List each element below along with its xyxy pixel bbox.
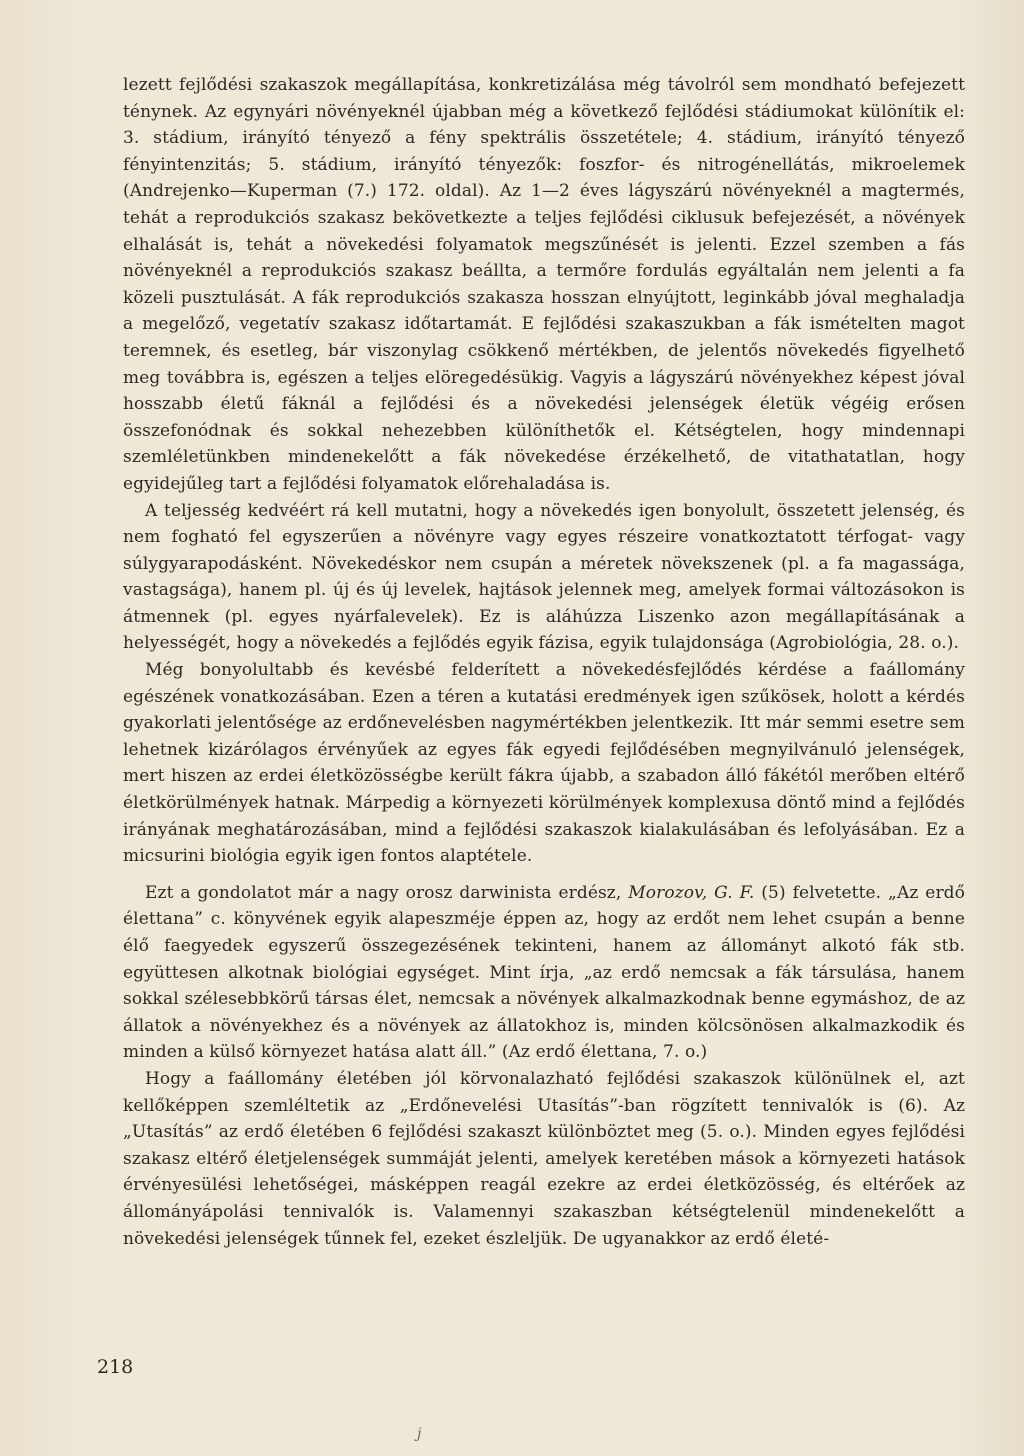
paragraph-4-rest: (5) felvetette. „Az erdő élettana” c. könyvének egyik alapeszméje éppen az, hogy az erdőt nem lehet csupán a benne élő faegyedek egyszerű összegezésének tekinteni, hanem az állományt alkotó fák stb. együttesen alkotnak biológiai egységet. Mint írja, „az erdő nemcsak a fák társulása, hanem sokkal szélesebbkörű társas élet, nemcsak a növények alkalmazkodnak benne egymáshoz, de az állatok a növényekhez és a növények az állatokhoz is, minden kölcsönösen alkalmazkodik és minden a külső környezet hatása alatt áll.” (Az erdő élettana, 7. o.) [123, 882, 966, 1063]
paragraph-3: Még bonyolultabb és kevésbé felderített a növekedésfejlődés kérdése a faállomány egészének vonatkozásában. Ezen a téren a kutatási eredmények igen szűkösek, holott a kérdés gyakorlati jelentősége az erdőnevelésben nagymértékben jelentkezik. Itt már semmi esetre sem lehetnek kizárólagos érvényűek az egyes fák egyedi fejlődésében megnyilvánuló jelenségek, mert hiszen az erdei életközösségbe került fákra újabb, a szabadon álló fákétól merőben eltérő életkörülmények hatnak. Márpedig a környezeti körülmények komplexusa döntő mind a fejlődés irányának meghatározásában, mind a fejlődési szakaszok kialakulásában és lefolyásában. Ez a micsurini biológia egyik igen fontos alaptétele. [123, 660, 965, 867]
paragraph-1: lezett fejlődési szakaszok megállapítása, konkretizálása még távolról sem mondható befejezett ténynek. Az egynyári növényeknél újabban még a következő fejlődési stádiumokat különítik el: 3. stádium, irányító tényező a fény spektrális összetétele; 4. stádium, irányító tényező fényintenzitás; 5. stádium, irányító tényezők: foszfor- és nitrogénellátás, mikroelemek (Andrejenko—Kuperman (7.) 172. oldal). Az 1—2 éves lágyszárú növényeknél a magtermés, tehát a reprodukciós szakasz bekövetkezte a teljes fejlődési ciklusuk befejezését, a növények elhalását is, tehát a növekedési folyamatok megszűnését is jelenti. Ezzel szemben a fás növényeknél a reprodukciós szakasz beállta, a termőre fordulás egyáltalán nem jelenti a fa közeli pusztulását. A fák reprodukciós szakasza hosszan elnyújtott, leginkább jóval meghaladja a megelőző, vegetatív szakasz időtartamát. E fejlődési szakaszukban a fák ismételten magot teremnek, és esetleg, bár viszonylag csökkenő mértékben, de jelentős növekedés figyelhető meg továbbra is, egészen a teljes elöregedésükig. Vagyis a lágyszárú növényekhez képest jóval hosszabb életű fáknál a fejlődési és a növekedési jelenségek életük végéig erősen összefonódnak és sokkal nehezebben különíthetők el. Kétségtelen, hogy mindennapi szemléletünkben mindenekelőtt a fák növekedése érzékelhető, de vitathatatlan, hogy egyidejűleg tart a fejlődési folyamatok előrehaladása is. [123, 75, 965, 494]
paragraph-2: A teljesség kedvéért rá kell mutatni, hogy a növekedés igen bonyolult, összetett jelenség, és nem fogható fel egyszerűen a növényre vagy egyes részeire vonatkoztatott térfogat- vagy súlygyarapodásként. Növekedéskor nem csupán a méretek növekszenek (pl. a fa magassága, vastagsága), hanem pl. új és új levelek, hajtások jelennek meg, amelyek formai változásokon is átmennek (pl. egyes nyárfalevelek). Ez is aláhúzza Liszenko azon megállapításának a helyességét, hogy a növekedés a fejlődés egyik fázisa, egyik tulajdonsága (Agrobiológia, 28. o.). [123, 500, 965, 654]
margin-mark: j [417, 1426, 422, 1442]
paragraph-4-start: Ezt a gondolatot már a nagy orosz darwinista erdész, [145, 882, 629, 903]
author-reference: Morozov, G. F. [628, 882, 755, 903]
page-number: 218 [97, 1356, 134, 1378]
paragraph-5: Hogy a faállomány életében jól körvonalazható fejlődési szakaszok különülnek el, azt kellőképpen szemléltetik az „Erdőnevelési Utasítás”-ban rögzített tennivalók is (6). Az „Utasítás” az erdő életében 6 fejlődési szakaszt különböztet meg (5. o.). Minden egyes fejlődési szakasz eltérő életjelenségek summáját jelenti, amelyek keretében mások a környezeti hatások érvényesülési lehetőségei, másképpen reagál ezekre az erdei életközösség, és eltérőek az állományápolási tennivalók is. Valamennyi szakaszban kétségtelenül mindenekelőtt a növekedési jelenségek tűnnek fel, ezeket észleljük. De ugyanakkor az erdő életé- [123, 1068, 965, 1249]
body-text [123, 72, 965, 1252]
paragraph-4 [123, 880, 965, 1066]
